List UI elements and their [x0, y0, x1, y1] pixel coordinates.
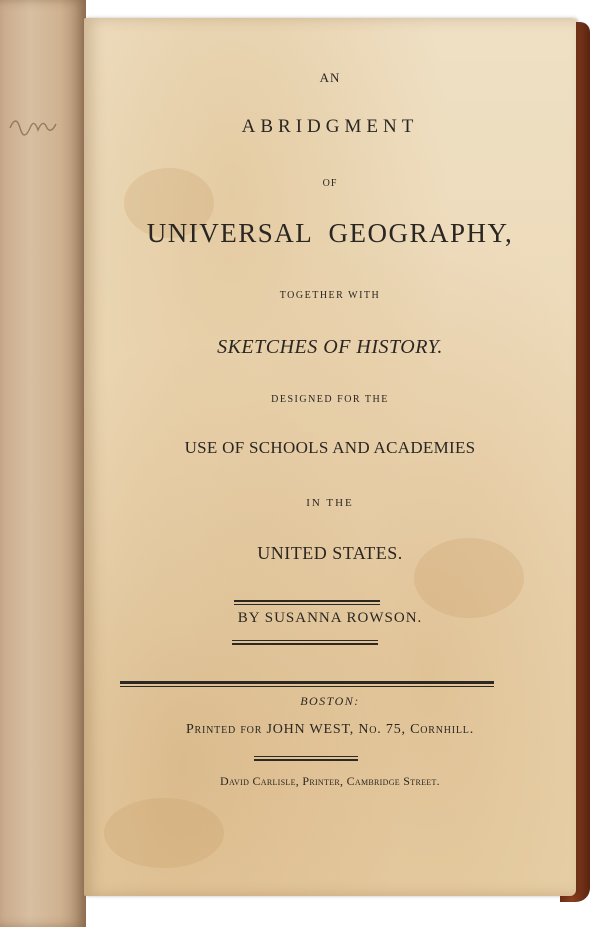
foxing-stain [104, 798, 224, 868]
double-rule-lower-thin [232, 640, 378, 641]
main-title: UNIVERSAL GEOGRAPHY, [146, 218, 514, 248]
title-line-an: AN [319, 70, 341, 85]
author-line: BY SUSANNA ROWSON. [237, 610, 423, 626]
left-flyleaf-page [0, 0, 86, 927]
handwriting-mark [6, 106, 66, 146]
title-page [84, 18, 576, 896]
double-rule-upper-thin [234, 604, 380, 605]
imprint-printer: David Carlisle, Printer, Cambridge Street. [220, 774, 440, 788]
title-line-use-of-schools: USE OF SCHOOLS AND ACADEMIES [184, 438, 476, 457]
short-rule-thin [254, 756, 358, 757]
imprint-publisher: Printed for JOHN WEST, No. 75, Cornhill. [185, 722, 475, 737]
title-line-designed-for: DESIGNED FOR THE [271, 394, 389, 405]
title-line-of: OF [322, 178, 338, 189]
title-line-united-states: UNITED STATES. [257, 543, 403, 563]
double-rule-lower [232, 643, 378, 645]
imprint-rule-thick [120, 681, 494, 684]
title-line-together-with: TOGETHER WITH [279, 290, 381, 301]
double-rule-upper [234, 600, 380, 602]
short-rule-thick [254, 759, 358, 761]
imprint-rule-thin [120, 686, 494, 687]
title-line-abridgment: ABRIDGMENT [241, 116, 419, 137]
imprint-city: BOSTON: [300, 694, 360, 708]
title-line-in-the: IN THE [306, 497, 354, 509]
subtitle: SKETCHES OF HISTORY. [217, 336, 443, 358]
